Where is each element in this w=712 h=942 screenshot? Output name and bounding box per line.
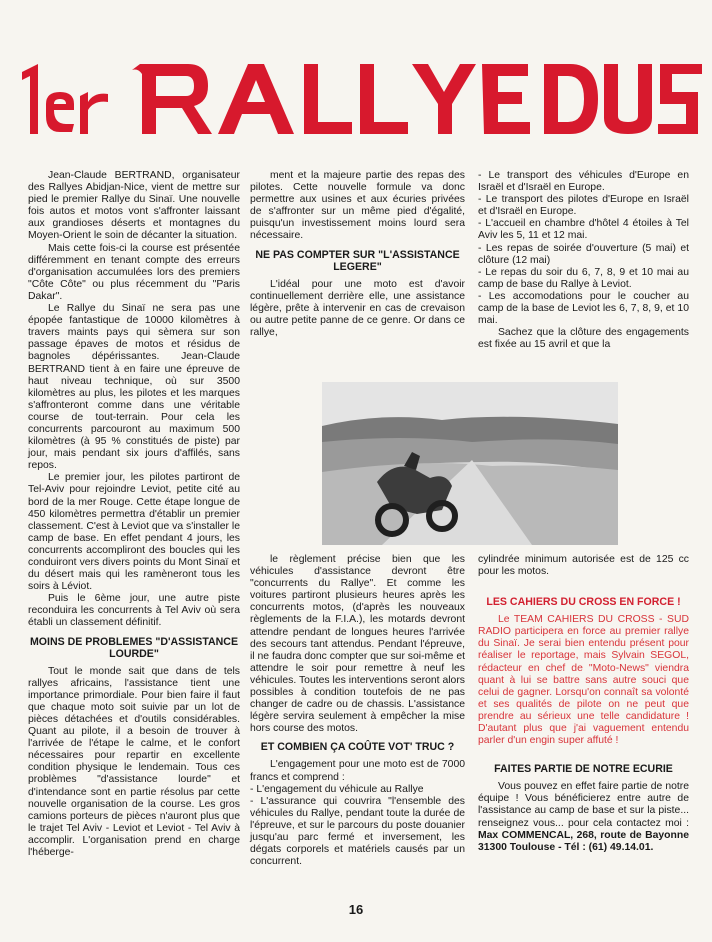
paragraph bbox=[478, 781, 689, 854]
list-item: - Les accomodations pour le coucher au camp de la base de Leviot les 6, 7, 8, 9, et 10 mai. bbox=[478, 290, 689, 327]
paragraph: Le Rallye du Sinaï ne sera pas une épopée fantastique de 10000 kilomètres à travers maints pays qui sèmera sur son passage épaves de motos et résidus de bagnoles dépérissantes. Jean-Claude BERTRAND tient à en faire une épreuve de haut niveau technique, où sur 3500 kilomètres au plus, les pilotes et les marques s'affronteront comme dans une véritable course de tout-terrain. Pour cela les concurrents parcouront au maximum 500 kilomètres (à 95 % constitués de piste) par jour, mais pendant six jours d'affilés, sans repos. bbox=[28, 303, 240, 472]
title-banner bbox=[8, 52, 704, 144]
column-2 bbox=[250, 170, 465, 339]
list-item: - L'engagement du véhicule au Rallye bbox=[250, 783, 424, 795]
list-item: - Les repas de soirée d'ouverture (5 mai) et clôture (12 mai) bbox=[478, 242, 689, 266]
column-3 bbox=[478, 170, 689, 351]
contact-address: Max COMMENCAL, 268, route de Bayonne 31300 Toulouse - Tél : (61) 49.14.01. bbox=[478, 829, 689, 853]
section-heading: FAITES PARTIE DE NOTRE ECURIE bbox=[494, 763, 673, 776]
photo-image bbox=[322, 382, 618, 545]
section-heading: ET COMBIEN ÇA COÛTE VOT' TRUC ? bbox=[260, 741, 455, 754]
paragraph: Le premier jour, les pilotes partiront de Tel-Aviv pour rejoindre Leviot, petite cité au bord de la mer Rouge. Cette étape longue de 450 kilomètres permettra d'établir un premier classement. C'est à Leviot que va s'installer le camp de base. En effet pendant 4 jours, les concurrents accompliront des boucles qui les conduiront vers divers points du Mont Sinaï et du désert mais qui les ramèneront tous les soirs à Léviot. bbox=[28, 472, 240, 593]
list-item: - Le repas du soir du 6, 7, 8, 9 et 10 mai au camp de base du Rallye à Leviot. bbox=[478, 266, 689, 290]
paragraph: Puis le 6ème jour, une autre piste reconduira les concurrents à Tel Aviv où sera établi un classement définitif. bbox=[28, 593, 240, 629]
column-2-lower bbox=[250, 554, 465, 868]
section-heading-red: LES CAHIERS DU CROSS EN FORCE ! bbox=[486, 596, 681, 609]
desert-motorcycle-photo bbox=[322, 382, 618, 545]
page-number: 16 bbox=[348, 902, 364, 917]
paragraph: Tout le monde sait que dans de tels rallyes africains, l'assistance tient une importance primordiale. Pour bien faire il faut que chaque moto soit suivie par un lot de pièces détachées et d'outils considérables. Quant au pilote, il a besoin de trouver à l'arrivée de l'étape le calme, et le confort nécessaires pour repartir en excellente condition physique le lendemain. Tous ces problèmes "d'assistance lourde" et d'intendance sont en partie résolus par cette nouvelle organisation de la course. Les gros camions porteurs de pièces n'auront plus que le trajet Tel Aviv - Leviot et Leviot - Tel Aviv à accomplir. L'organisation prend en charge l'héberge- bbox=[28, 665, 240, 858]
paragraph: cylindrée minimum autorisée est de 125 cc pour les motos. bbox=[478, 554, 689, 578]
rallye-du-sinai-logo bbox=[8, 52, 704, 144]
list-item: - Le transport des pilotes d'Europe en Israël et d'Israël en Europe. bbox=[478, 194, 689, 218]
section-heading: NE PAS COMPTER SUR "L'ASSISTANCE LEGERE" bbox=[255, 248, 460, 273]
paragraph: Sachez que la clôture des engagements est fixée au 15 avril et que la bbox=[478, 327, 689, 351]
list-item: - L'assurance qui couvrira "l'ensemble des véhicules du Rallye, pendant toute la durée de l'épreuve, et sur le parcours du poste douanier jusqu'au parc fermé et inversement, les dégats corporels et matériels causés par un concurrent. bbox=[250, 795, 465, 868]
contact-intro: Vous pouvez en effet faire partie de notre équipe ! Vous bénéficierez entre autre de l'assistance au camp de base et sur la piste... renseignez vous... pour cela contactez moi : bbox=[478, 781, 689, 829]
paragraph: L'engagement pour une moto est de 7000 francs et comprend : bbox=[250, 759, 465, 783]
section-heading: MOINS DE PROBLEMES "D'ASSISTANCE LOURDE" bbox=[29, 635, 239, 660]
paragraph: Jean-Claude BERTRAND, organisateur des Rallyes Abidjan-Nice, vient de mettre sur pied le premier Rallye du Sinaï. Une nouvelle fois autos et motos vont s'affronter laissant aux grandioses déserts et montagnes du Moyen-Orient le soin de décanter la situation. bbox=[28, 170, 240, 242]
column-1 bbox=[28, 170, 240, 859]
list-item: - Le transport des véhicules d'Europe en Israël et d'Israël en Europe. bbox=[478, 170, 689, 194]
list-item: - L'accueil en chambre d'hôtel 4 étoiles à Tel Aviv les 5, 11 et 12 mai. bbox=[478, 218, 689, 242]
paragraph: Mais cette fois-ci la course est présentée différemment en tenant compte des erreurs d'organisation accumulées lors des premiers "Côte Côte" ou plus récemment du "Paris Dakar". bbox=[28, 242, 240, 302]
paragraph: ment et la majeure partie des repas des pilotes. Cette nouvelle formule va donc permettre aux usines et aux écuries privées de s'affronter sur un même pied d'égalité, puisqu'un investissement moins lourd sera nécessaire. bbox=[250, 170, 465, 242]
paragraph: L'idéal pour une moto est d'avoir continuellement derrière elle, une assistance légère, prête à intervenir en cas de crevaison ou autre petite panne de ce genre. Or dans ce rallye, bbox=[250, 278, 465, 338]
column-3-lower bbox=[478, 554, 689, 854]
paragraph: le règlement précise bien que les véhicules d'assistance devront être "concurrents du Rallye". Et comme les voitures partiront plusieurs heures après les concurrents motos, (d'après les nouveaux règlements de la F.I.A.), les motards devront attendre pendant de longues heures l'arrivée des secours tant attendus. Pendant l'épreuve, il ne faudra donc compter que sur soi-même et attendre le soir pour remettre à neuf les véhicules. Toutes les interventions seront alors possibles à condition toutefois de ne pas changer de cadre ou de chassis. L'assistance légère servira seulement à empêcher la mise hors course des motos. bbox=[250, 554, 465, 735]
paragraph-red: Le TEAM CAHIERS DU CROSS - SUD RADIO participera en force au premier rallye du Sinaï. Je serai bien entendu présent pour réaliser le reportage, mais Sylvain SEGOL, rédacteur en chef de "Moto-News" viendra quant à lui se battre sans autre souci que celui de gagner. Lorsqu'on connaît sa volonté et ses qualités de pilote on ne peut que prendre au sérieux une telle candidature ! D'autant plus que j'ai vaguement entendu parler d'un engin super affuté ! bbox=[478, 614, 689, 747]
